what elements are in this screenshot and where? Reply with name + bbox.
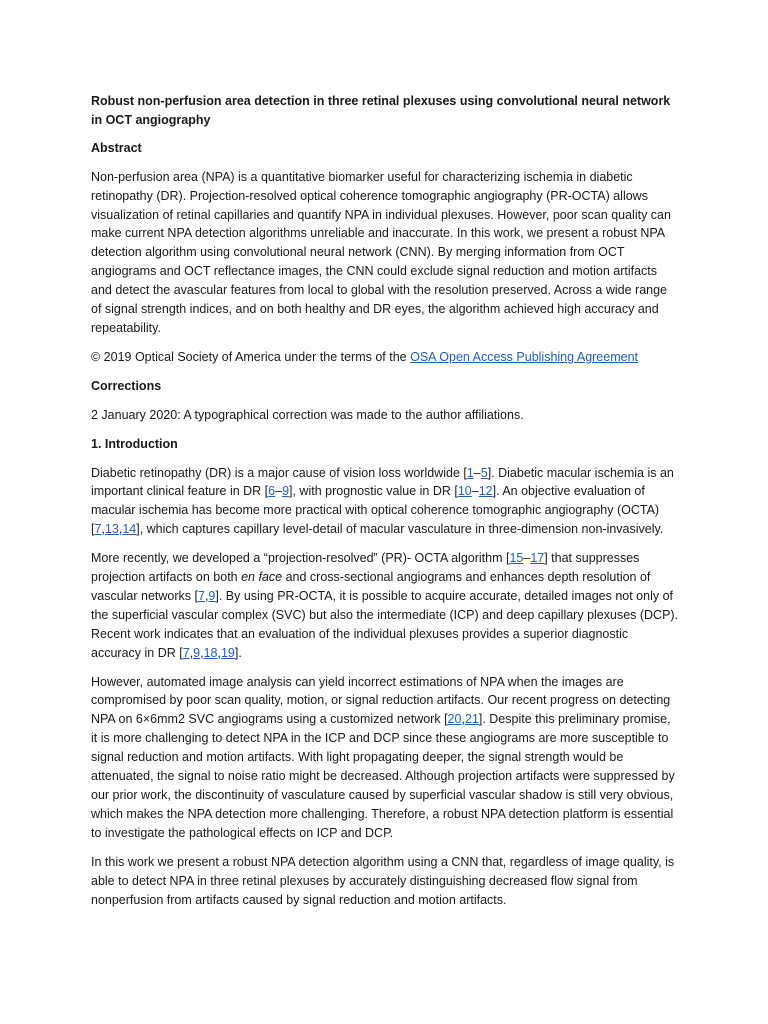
citation-link[interactable]: 7 xyxy=(197,588,205,603)
citation-link[interactable]: 18 xyxy=(203,645,218,660)
copyright-line xyxy=(91,348,679,367)
paragraph-text: ]. xyxy=(234,645,242,660)
article-title: Robust non-perfusion area detection in three retinal plexuses using convolutional neural network in OCT angiography xyxy=(91,94,671,127)
citation-link[interactable]: 12 xyxy=(478,484,493,499)
corrections-text: 2 January 2020: A typographical correction was made to the author affiliations. xyxy=(91,407,524,422)
citation-separator: , xyxy=(189,645,194,660)
paragraph-text: Diabetic retinopathy (DR) is a major cause of vision loss worldwide [ xyxy=(91,465,467,480)
abstract-heading: Abstract xyxy=(91,140,142,155)
citation-link[interactable]: 9 xyxy=(208,588,216,603)
publishing-agreement-link[interactable]: OSA Open Access Publishing Agreement xyxy=(410,349,639,364)
abstract-text: Non-perfusion area (NPA) is a quantitative biomarker useful for characterizing ischemia in diabetic retinopathy (DR). Projection-resolved optical coherence tomographic angiography (PR-OCTA) allows visualization of retinal capillaries and quantify NPA in individual plexuses. However, poor scan quality can make current NPA detection algorithms unreliable and inaccurate. In this work, we present a robust NPA detection algorithm using convolutional neural network (CNN). By merging information from OCT angiograms and OCT reflectance images, the CNN could exclude signal reduction and motion artifacts and detect the avascular features from local to global with the resolution preserved. Across a wide range of signal strength indices, and on both healthy and DR eyes, the algorithm achieved high accuracy and repeatability. xyxy=(91,169,671,335)
paragraph-text: ]. By using PR-OCTA, it is possible to acquire accurate, detailed images not only of the superficial vascular complex (SVC) but also the intermediate (ICP) and deep capillary plexuses (DCP). Recent work indicates that an evaluation of the individual plexuses provides a superior diagnostic accuracy in DR [ xyxy=(91,588,679,660)
paragraph-text: ]. An objective evaluation of macular ischemia has become more practical with optical coherence tomographic angiography (OCTA) [ xyxy=(91,484,660,537)
citation-link[interactable]: 17 xyxy=(530,551,545,566)
paragraph-text: More recently, we developed a “projection-resolved” (PR)- OCTA algorithm [ xyxy=(91,551,510,566)
citation-link[interactable]: 13 xyxy=(104,522,119,537)
intro-paragraph-2 xyxy=(91,549,679,662)
citation-separator: , xyxy=(217,645,221,660)
citation-link[interactable]: 1 xyxy=(466,465,474,480)
citation-separator: , xyxy=(204,588,209,603)
citation-link[interactable]: 7 xyxy=(182,645,190,660)
citation-separator: , xyxy=(461,712,465,727)
citation-link[interactable]: 15 xyxy=(509,551,524,566)
intro-paragraph-1 xyxy=(91,464,679,540)
intro-paragraph-3 xyxy=(91,673,679,843)
paragraph-text: ]. Diabetic macular ischemia is an important clinical feature in DR [ xyxy=(91,465,674,499)
paragraph-text: ] that suppresses projection artifacts on both xyxy=(91,551,640,585)
corrections-heading: Corrections xyxy=(91,378,162,393)
copyright-text: © 2019 Optical Society of America under the terms of the xyxy=(91,349,411,364)
paragraph-text: ], with prognostic value in DR [ xyxy=(289,484,458,499)
citation-link[interactable]: 20 xyxy=(447,712,462,727)
citation-link[interactable]: 9 xyxy=(193,645,201,660)
article xyxy=(91,92,679,919)
citation-link[interactable]: 10 xyxy=(457,484,472,499)
citation-separator: – xyxy=(275,484,283,499)
citation-link[interactable]: 19 xyxy=(220,645,235,660)
citation-separator: – xyxy=(523,551,531,566)
intro-paragraph-4: In this work we present a robust NPA detection algorithm using a CNN that, regardless of image quality, is able to detect NPA in three retinal plexuses by accurately distinguishing decreased flow signal from nonperfusion from artifacts caused by signal reduction and motion artifacts. xyxy=(91,854,675,907)
paragraph-text: ], which captures capillary level-detail of macular vasculature in three-dimension non-invasively. xyxy=(136,522,664,537)
citation-separator: – xyxy=(473,465,481,480)
citation-separator: , xyxy=(101,522,105,537)
citation-link[interactable]: 5 xyxy=(480,465,488,480)
paragraph-text: and cross-sectional angiograms and enhances depth resolution of vascular networks [ xyxy=(91,570,651,603)
emphasis-text: en face xyxy=(241,570,283,585)
citation-link[interactable]: 9 xyxy=(282,484,290,499)
citation-link[interactable]: 21 xyxy=(464,712,479,727)
citation-link[interactable]: 14 xyxy=(122,522,137,537)
citation-separator: , xyxy=(118,522,123,537)
citation-separator: , xyxy=(200,645,204,660)
paragraph-text: However, automated image analysis can yield incorrect estimations of NPA when the images are compromised by poor scan quality, motion, or signal reduction artifacts. Our recent progress on detecting NPA on 6×6mm2 SVC angiograms using a customized network [ xyxy=(91,674,671,727)
citation-separator: – xyxy=(471,484,479,499)
introduction-heading: 1. Introduction xyxy=(91,436,178,451)
citation-link[interactable]: 6 xyxy=(268,484,276,499)
citation-link[interactable]: 7 xyxy=(94,522,102,537)
paragraph-text: ]. Despite this preliminary promise, it is more challenging to detect NPA in the ICP and DCP since these angiograms are more susceptible to signal reduction and motion artifacts. With light propagating deeper, the signal strength would be attenuated, the signal to noise ratio might be decreased. Although projection artifacts were suppressed by our prior work, the discontinuity of vasculature caused by superficial vascular shadow is still very obvious, which makes the NPA detection more challenging. Therefore, a robust NPA detection platform is essential to investigate the pathological effects on ICP and DCP. xyxy=(91,712,675,840)
